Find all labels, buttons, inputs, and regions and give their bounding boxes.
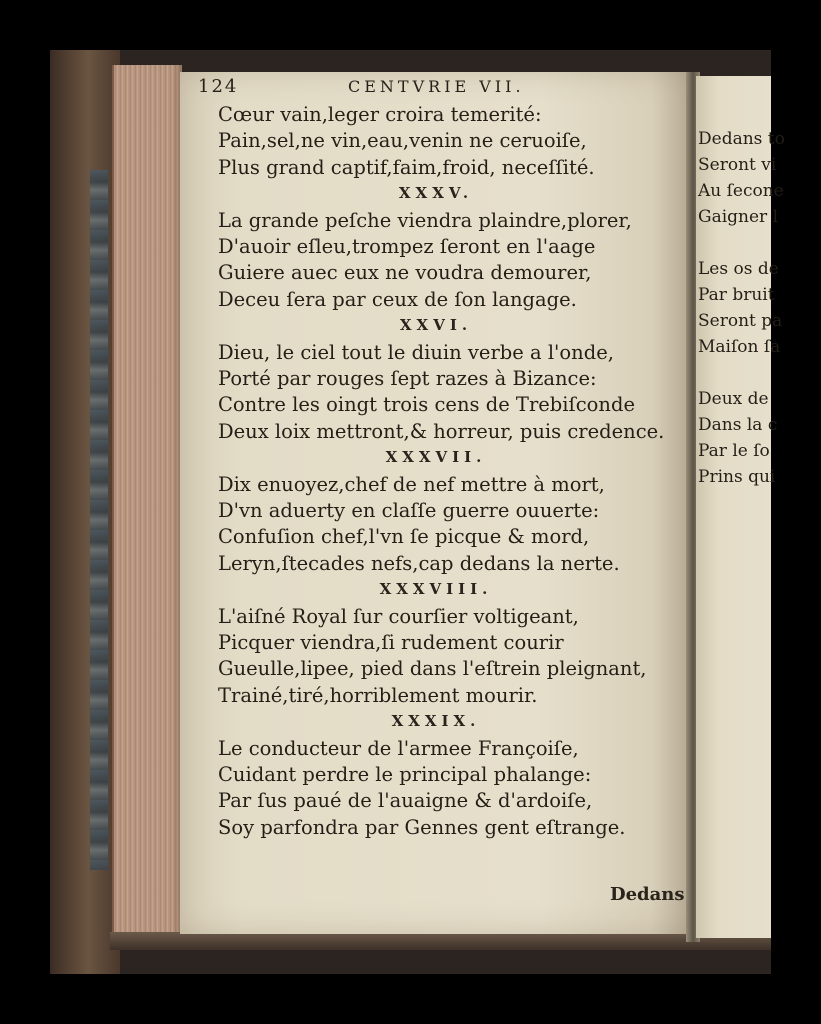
quatrain-numeral: XXXV. (398, 184, 474, 203)
right-page-line: Deux de (698, 389, 769, 409)
verse-line: Pain,sel,ne vin,eau,venin ne ceruoiſe, (218, 129, 587, 153)
verse-line: Gueulle,lipee, pied dans l'eſtrein pleignant, (218, 657, 647, 681)
verse-line: Contre les oingt trois cens de Trebiſconde (218, 393, 635, 417)
quatrain-numeral: XXVI. (399, 316, 473, 335)
verse-line: Picquer viendra,ſi rudement courir (218, 631, 564, 654)
left-page-text (180, 72, 692, 934)
verse-line: D'auoir eſleu,trompez ſeront en l'aage (218, 235, 596, 258)
binding-decoration (90, 170, 108, 870)
verse-line: Soy parfondra par Gennes gent eſtrange. (218, 815, 626, 839)
right-page-line: Dedans to (698, 129, 785, 149)
right-page-line: Dans la c (698, 415, 778, 435)
right-page (696, 76, 785, 938)
verse-line: Porté par rouges ſept razes à Bizance: (218, 367, 597, 390)
quatrain-numeral: XXXVII. (385, 448, 487, 467)
verse-line: Dix enuoyez,chef de nef mettre à mort, (218, 472, 605, 496)
right-page-line: Au ſecone (698, 181, 784, 201)
verse-line: Cœur vain,leger croira temerité: (218, 103, 542, 126)
catchword: Dedans (610, 884, 685, 905)
verse-line: L'aiſné Royal ſur courſier voltigeant, (218, 604, 579, 628)
page-header (198, 76, 682, 102)
verse-line: Deceu ſera par ceux de ſon langage. (218, 287, 577, 311)
book-binding (50, 50, 120, 974)
right-page-line: Par le ſo (698, 441, 770, 461)
verse-line: Deux loix mettront,& horreur, puis credence. (218, 419, 665, 443)
quatrain-numeral: XXXVIII. (379, 580, 493, 599)
verse-line: Le conducteur de l'armee Françoiſe, (218, 736, 579, 760)
verse-line: La grande peſche viendra plaindre,plorer, (218, 208, 632, 232)
verse-line: Leryn,ſtecades nefs,cap dedans la nerte. (218, 551, 620, 575)
verse-line: Cuidant perdre le principal phalange: (218, 763, 592, 786)
right-page-line: Prins qui (698, 467, 776, 487)
verse-line: D'vn aduerty en claſſe guerre ouuerte: (218, 499, 600, 522)
verse-line: Guiere auec eux ne voudra demourer, (218, 261, 592, 285)
right-page-line: Maiſon ſa (698, 337, 781, 357)
verse-line: Confuſion chef,l'vn ſe picque & mord, (218, 525, 590, 549)
right-page-line: Par bruit (698, 285, 775, 305)
right-page-line: Seront pa (698, 311, 783, 331)
right-page-line: Les os de (698, 259, 779, 279)
running-title: CENTVRIE VII. (348, 77, 525, 96)
page-number: 124 (198, 76, 239, 97)
book-bottom-edge (110, 932, 771, 950)
right-page-line: Gaigner l (698, 207, 779, 227)
left-page (180, 72, 692, 934)
verse-line: Par ſus paué de l'auaigne & d'ardoiſe, (218, 789, 593, 813)
verse-line: Dieu, le ciel tout le diuin verbe a l'onde, (218, 340, 614, 364)
verse-line: Plus grand captif,faim,froid, neceſſité. (218, 155, 595, 179)
verse-line: Trainé,tiré,horriblement mourir. (218, 683, 538, 707)
page-edges (112, 65, 182, 945)
book-photograph (50, 50, 785, 974)
quatrain-numeral: XXXIX. (391, 712, 481, 731)
right-page-text (696, 76, 785, 938)
right-page-line: Seront vi (698, 155, 777, 175)
